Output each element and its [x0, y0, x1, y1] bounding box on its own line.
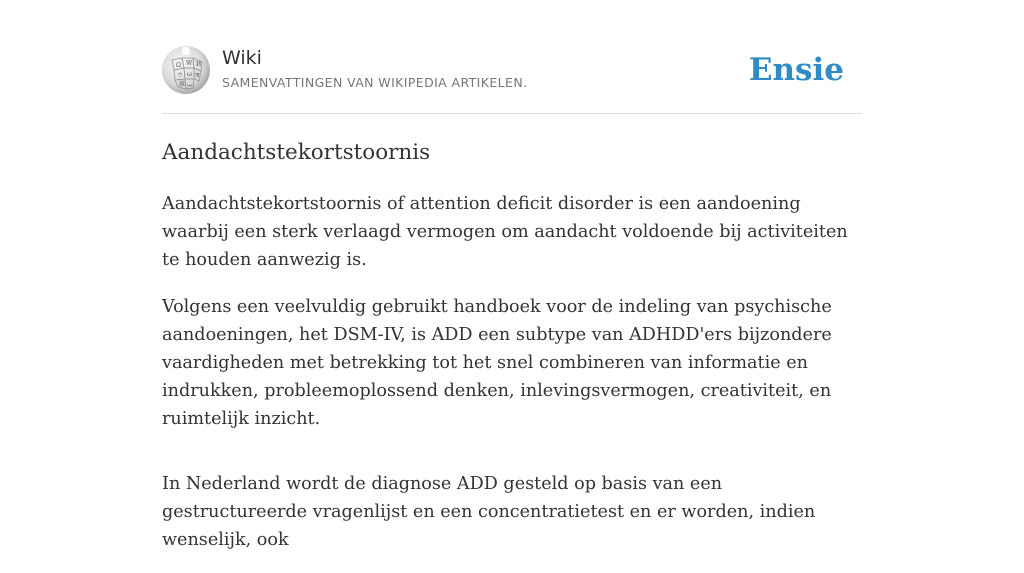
- svg-text:И: И: [196, 61, 202, 68]
- article-paragraph: Volgens een veelvuldig gebruikt handboek voor de indeling van psychische aandoeningen, het DSM-IV, is ADD een subtype van ADHDD'ers bijzondere vaardigheden met betrekking tot het snel combineren van informatie en indrukken, probleemoplossend denken, inlevingsvermogen, creativiteit, en ruimtelijk inzicht.: [162, 297, 832, 429]
- site-subtitle: SAMENVATTINGEN VAN WIKIPEDIA ARTIKELEN.: [222, 75, 528, 90]
- svg-text:ज: ज: [195, 72, 200, 79]
- svg-text:Ω: Ω: [176, 62, 181, 69]
- svg-text:W: W: [186, 60, 193, 67]
- svg-text:ب: ب: [187, 81, 193, 88]
- site-header: [162, 44, 862, 114]
- ensie-brand-link[interactable]: Ensie: [748, 52, 844, 88]
- svg-text:維: 維: [179, 81, 186, 88]
- article-paragraph: Aandachtstekortstoornis of attention deficit disorder is een aandoening waarbij een sterk verlaagd vermogen om aandacht voldoende bij activiteiten te houden aanwezig is.: [162, 194, 848, 270]
- site-title[interactable]: Wiki: [222, 47, 262, 69]
- wikipedia-globe-icon[interactable]: [162, 46, 210, 94]
- article-paragraph: In Nederland wordt de diagnose ADD gesteld op basis van een gestructureerde vragenlijst en een concentratietest en er worden, indien wenselijk, ook: [162, 474, 816, 550]
- article-title: Aandachtstekortstoornis: [162, 140, 431, 165]
- svg-text:ω: ω: [187, 71, 192, 78]
- svg-text:ウ: ウ: [177, 72, 184, 79]
- article-body: [162, 190, 862, 573]
